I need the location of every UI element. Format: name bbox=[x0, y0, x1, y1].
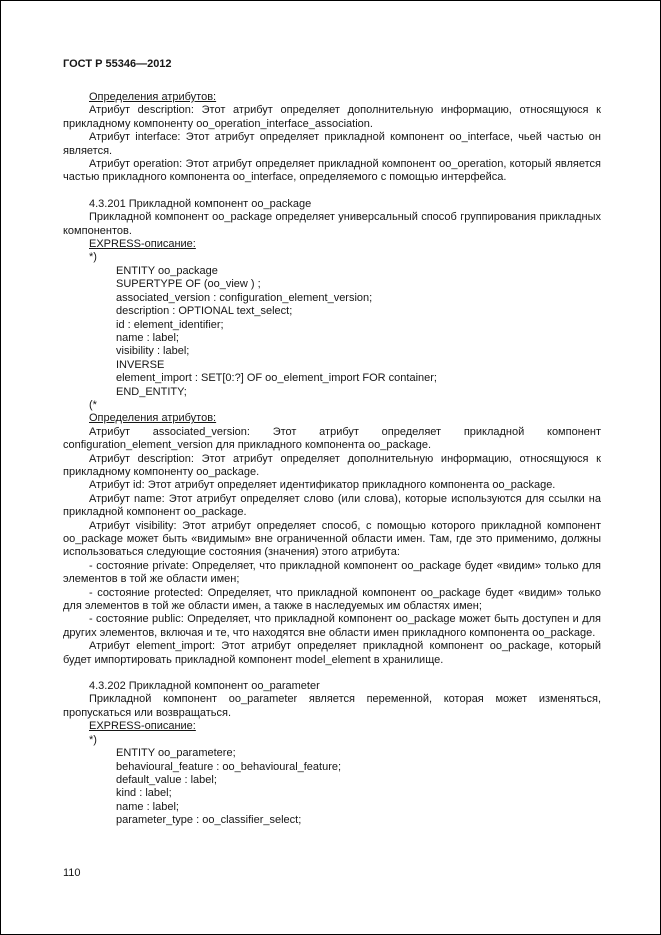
document-block-code: associated_version : configuration_element_version; bbox=[116, 291, 373, 304]
document-block-para: Атрибут id: Этот атрибут определяет идентификатор прикладного компонента oo_package. bbox=[89, 479, 556, 492]
document-block-underlined: EXPRESS-описание: bbox=[89, 720, 196, 733]
document-block-code: behavioural_feature : oo_behavioural_feature; bbox=[116, 760, 342, 773]
document-block-heading: 4.3.202 Прикладной компонент oo_parameter bbox=[89, 680, 320, 693]
document-block-code: visibility : label; bbox=[116, 345, 190, 358]
document-block-para: - состояние private: Определяет, что прикладной компонент oo_package будет «видим» только для элементов в той же области имен; bbox=[63, 559, 601, 586]
document-block-para: Атрибут visibility: Этот атрибут определяет способ, с помощью которого прикладной компонент oo_package может быть «видимым» вне ограниченной области имен. Там, где это применимо, должны использоваться следующие состояния (значения) этого атрибута: bbox=[63, 519, 601, 559]
document-content bbox=[63, 91, 601, 828]
document-block-para: - состояние public: Определяет, что прикладной компонент oo_package может быть доступен и для других элементов, включая и те, что находятся вне области имен прикладного компонента oo_package. bbox=[63, 613, 601, 639]
page-number: 110 bbox=[63, 867, 81, 879]
document-block-code: id : element_identifier; bbox=[116, 318, 224, 331]
document-block-para: Атрибут associated_version: Этот атрибут определяет прикладной компонент configuration_element_version для прикладного компонента oo_package. bbox=[63, 425, 601, 452]
document-block-code: ENTITY oo_package bbox=[116, 264, 218, 277]
document-header-standard-number: ГОСТ Р 55346—2012 bbox=[63, 58, 172, 70]
document-block-heading: 4.3.201 Прикладной компонент oo_package bbox=[89, 197, 312, 210]
document-block-underlined: Определения атрибутов: bbox=[89, 412, 217, 425]
document-block-star: *) bbox=[89, 251, 97, 264]
document-block-para: Атрибут description: Этот атрибут определяет дополнительную информацию, относящуюся к прикладному компоненту oo_package. bbox=[63, 452, 601, 478]
document-block-underlined: EXPRESS-описание: bbox=[89, 238, 196, 251]
document-block-para: Атрибут description: Этот атрибут определяет дополнительную информацию, относящуюся к прикладному компоненту oo_operation_interface_association. bbox=[63, 104, 601, 130]
document-block-star: *) bbox=[89, 733, 97, 746]
document-block-code: kind : label; bbox=[116, 787, 172, 800]
document-block-code: element_import : SET[0:?] OF oo_element_import FOR container; bbox=[116, 372, 437, 385]
document-block-star: (* bbox=[89, 398, 97, 411]
document-block-code: default_value : label; bbox=[116, 773, 217, 786]
document-block-para: Атрибут operation: Этот атрибут определяет прикладной компонент oo_operation, который является частью прикладного компонента oo_interface, определяемого с помощью интерфейса. bbox=[63, 158, 601, 184]
document-block-code: name : label; bbox=[116, 800, 179, 813]
document-block-para: Прикладной компонент oo_package определяет универсальный способ группирования прикладных компонентов. bbox=[63, 211, 601, 237]
document-block-code: name : label; bbox=[116, 331, 179, 344]
document-block-code: ENTITY oo_parametere; bbox=[116, 747, 236, 760]
document-block-para: - состояние protected: Определяет, что прикладной компонент oo_package будет «видим» только для элементов в той же области имен, а также в наследуемых им областях имен; bbox=[63, 586, 601, 613]
document-block-code: parameter_type : oo_classifier_select; bbox=[116, 814, 302, 827]
document-block-para: Атрибут element_import: Этот атрибут определяет прикладной компонент oo_package, который будет импортировать прикладной компонент model_element в хранилище. bbox=[63, 640, 601, 666]
document-block-code: END_ENTITY; bbox=[116, 385, 187, 398]
document-block-para: Атрибут name: Этот атрибут определяет слово (или слова), которые используются для ссылки на прикладной компонент oo_package. bbox=[63, 492, 601, 519]
document-block-para: Атрибут interface: Этот атрибут определяет прикладной компонент oo_interface, чьей частью он является. bbox=[63, 131, 601, 157]
document-block-code: SUPERTYPE OF (oo_view ) ; bbox=[116, 278, 261, 291]
document-block-code: INVERSE bbox=[116, 358, 165, 371]
document-block-underlined: Определения атрибутов: bbox=[89, 91, 217, 103]
document-block-para: Прикладной компонент oo_parameter является переменной, которая может изменяться, пропускаться или возвращаться. bbox=[63, 693, 601, 719]
document-block-code: description : OPTIONAL text_select; bbox=[116, 305, 293, 318]
